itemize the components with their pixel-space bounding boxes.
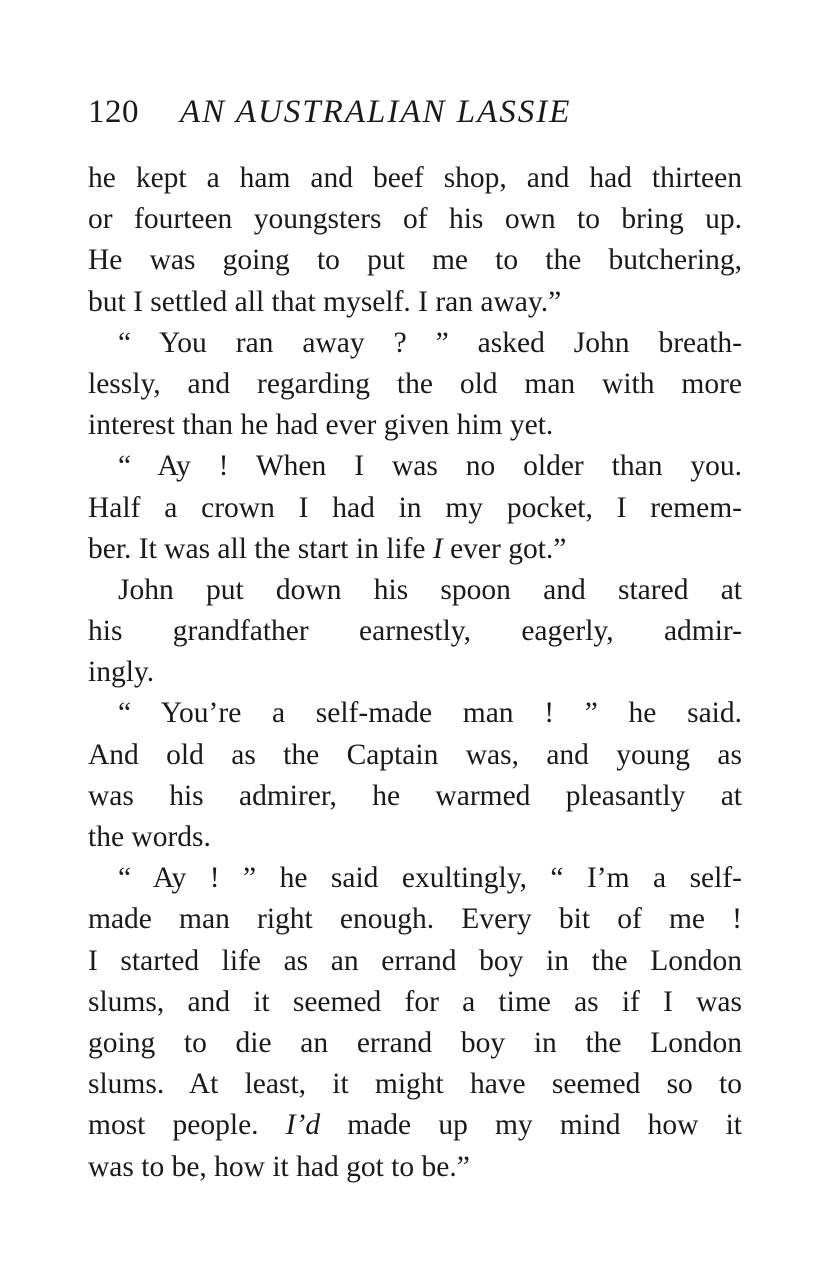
text-line-segment: Half a crown I had in my pocket, I remem- [88,491,742,524]
text-line [88,776,742,817]
text-line [88,240,742,281]
text-line [88,982,742,1023]
text-line [88,941,742,982]
text-line-segment: but I settled all that myself. I ran away.” [88,285,562,318]
text-line-segment: He was going to put me to the butchering, [88,244,742,277]
text-line-segment: ingly. [88,656,155,689]
text-line [88,735,742,776]
text-line-segment: ever got.” [442,532,567,565]
text-line [88,1105,742,1146]
text-line [88,364,742,405]
text-line-segment: he kept a ham and beef shop, and had thirteen [88,162,742,194]
text-line [88,488,742,529]
text-line [88,282,742,323]
italic-emphasis: I’d [285,1109,321,1142]
text-line-segment: slums. At least, it might have seemed so to [88,1068,742,1101]
text-line [88,323,742,364]
text-line-segment: interest than he had ever given him yet. [88,409,554,442]
text-line [88,158,742,199]
text-line [88,529,742,570]
text-line [88,1147,742,1188]
text-line-segment: ber. It was all the start in life [88,532,433,565]
text-line [88,1023,742,1064]
body-text [88,158,742,1188]
text-line-segment: the words. [88,821,211,853]
text-line-segment: his grandfather earnestly, eagerly, admir- [88,615,742,648]
italic-emphasis: I [432,532,443,565]
running-title: AN AUSTRALIAN LASSIE [180,94,572,130]
text-line-segment: “ You ran away ? ” asked John breath- [118,326,742,359]
text-line-segment: John put down his spoon and stared at [118,573,742,606]
text-line-segment: going to die an errand boy in the London [88,1026,742,1059]
text-line [88,570,742,611]
text-line [88,199,742,240]
text-line [88,693,742,734]
text-line [88,446,742,487]
text-line [88,611,742,652]
text-line-segment: And old as the Captain was, and young as [88,738,742,771]
text-line [88,858,742,899]
text-line-segment: made man right enough. Every bit of me ! [88,903,742,936]
text-line-segment: “ Ay ! ” he said exultingly, “ I’m a self- [118,862,742,895]
text-line-segment: was his admirer, he warmed pleasantly at [88,779,742,812]
page-header [88,90,748,134]
text-line [88,1064,742,1105]
text-line-segment: I started life as an errand boy in the London [88,944,742,977]
text-line [88,652,742,693]
text-line [88,899,742,940]
text-line-segment: “ Ay ! When I was no older than you. [118,450,742,483]
text-line-segment: slums, and it seemed for a time as if I was [88,985,742,1018]
text-line-segment: lessly, and regarding the old man with more [88,367,742,400]
text-line-segment: most people. [88,1109,286,1142]
text-line [88,817,742,858]
text-line-segment: “ You’re a self-made man ! ” he said. [118,697,742,730]
text-line [88,405,742,446]
text-line-segment: was to be, how it had got to be.” [88,1150,470,1183]
page-number: 120 [88,94,139,130]
text-line-segment: made up my mind how it [320,1109,742,1142]
text-line-segment: or fourteen youngsters of his own to bring up. [88,203,742,236]
